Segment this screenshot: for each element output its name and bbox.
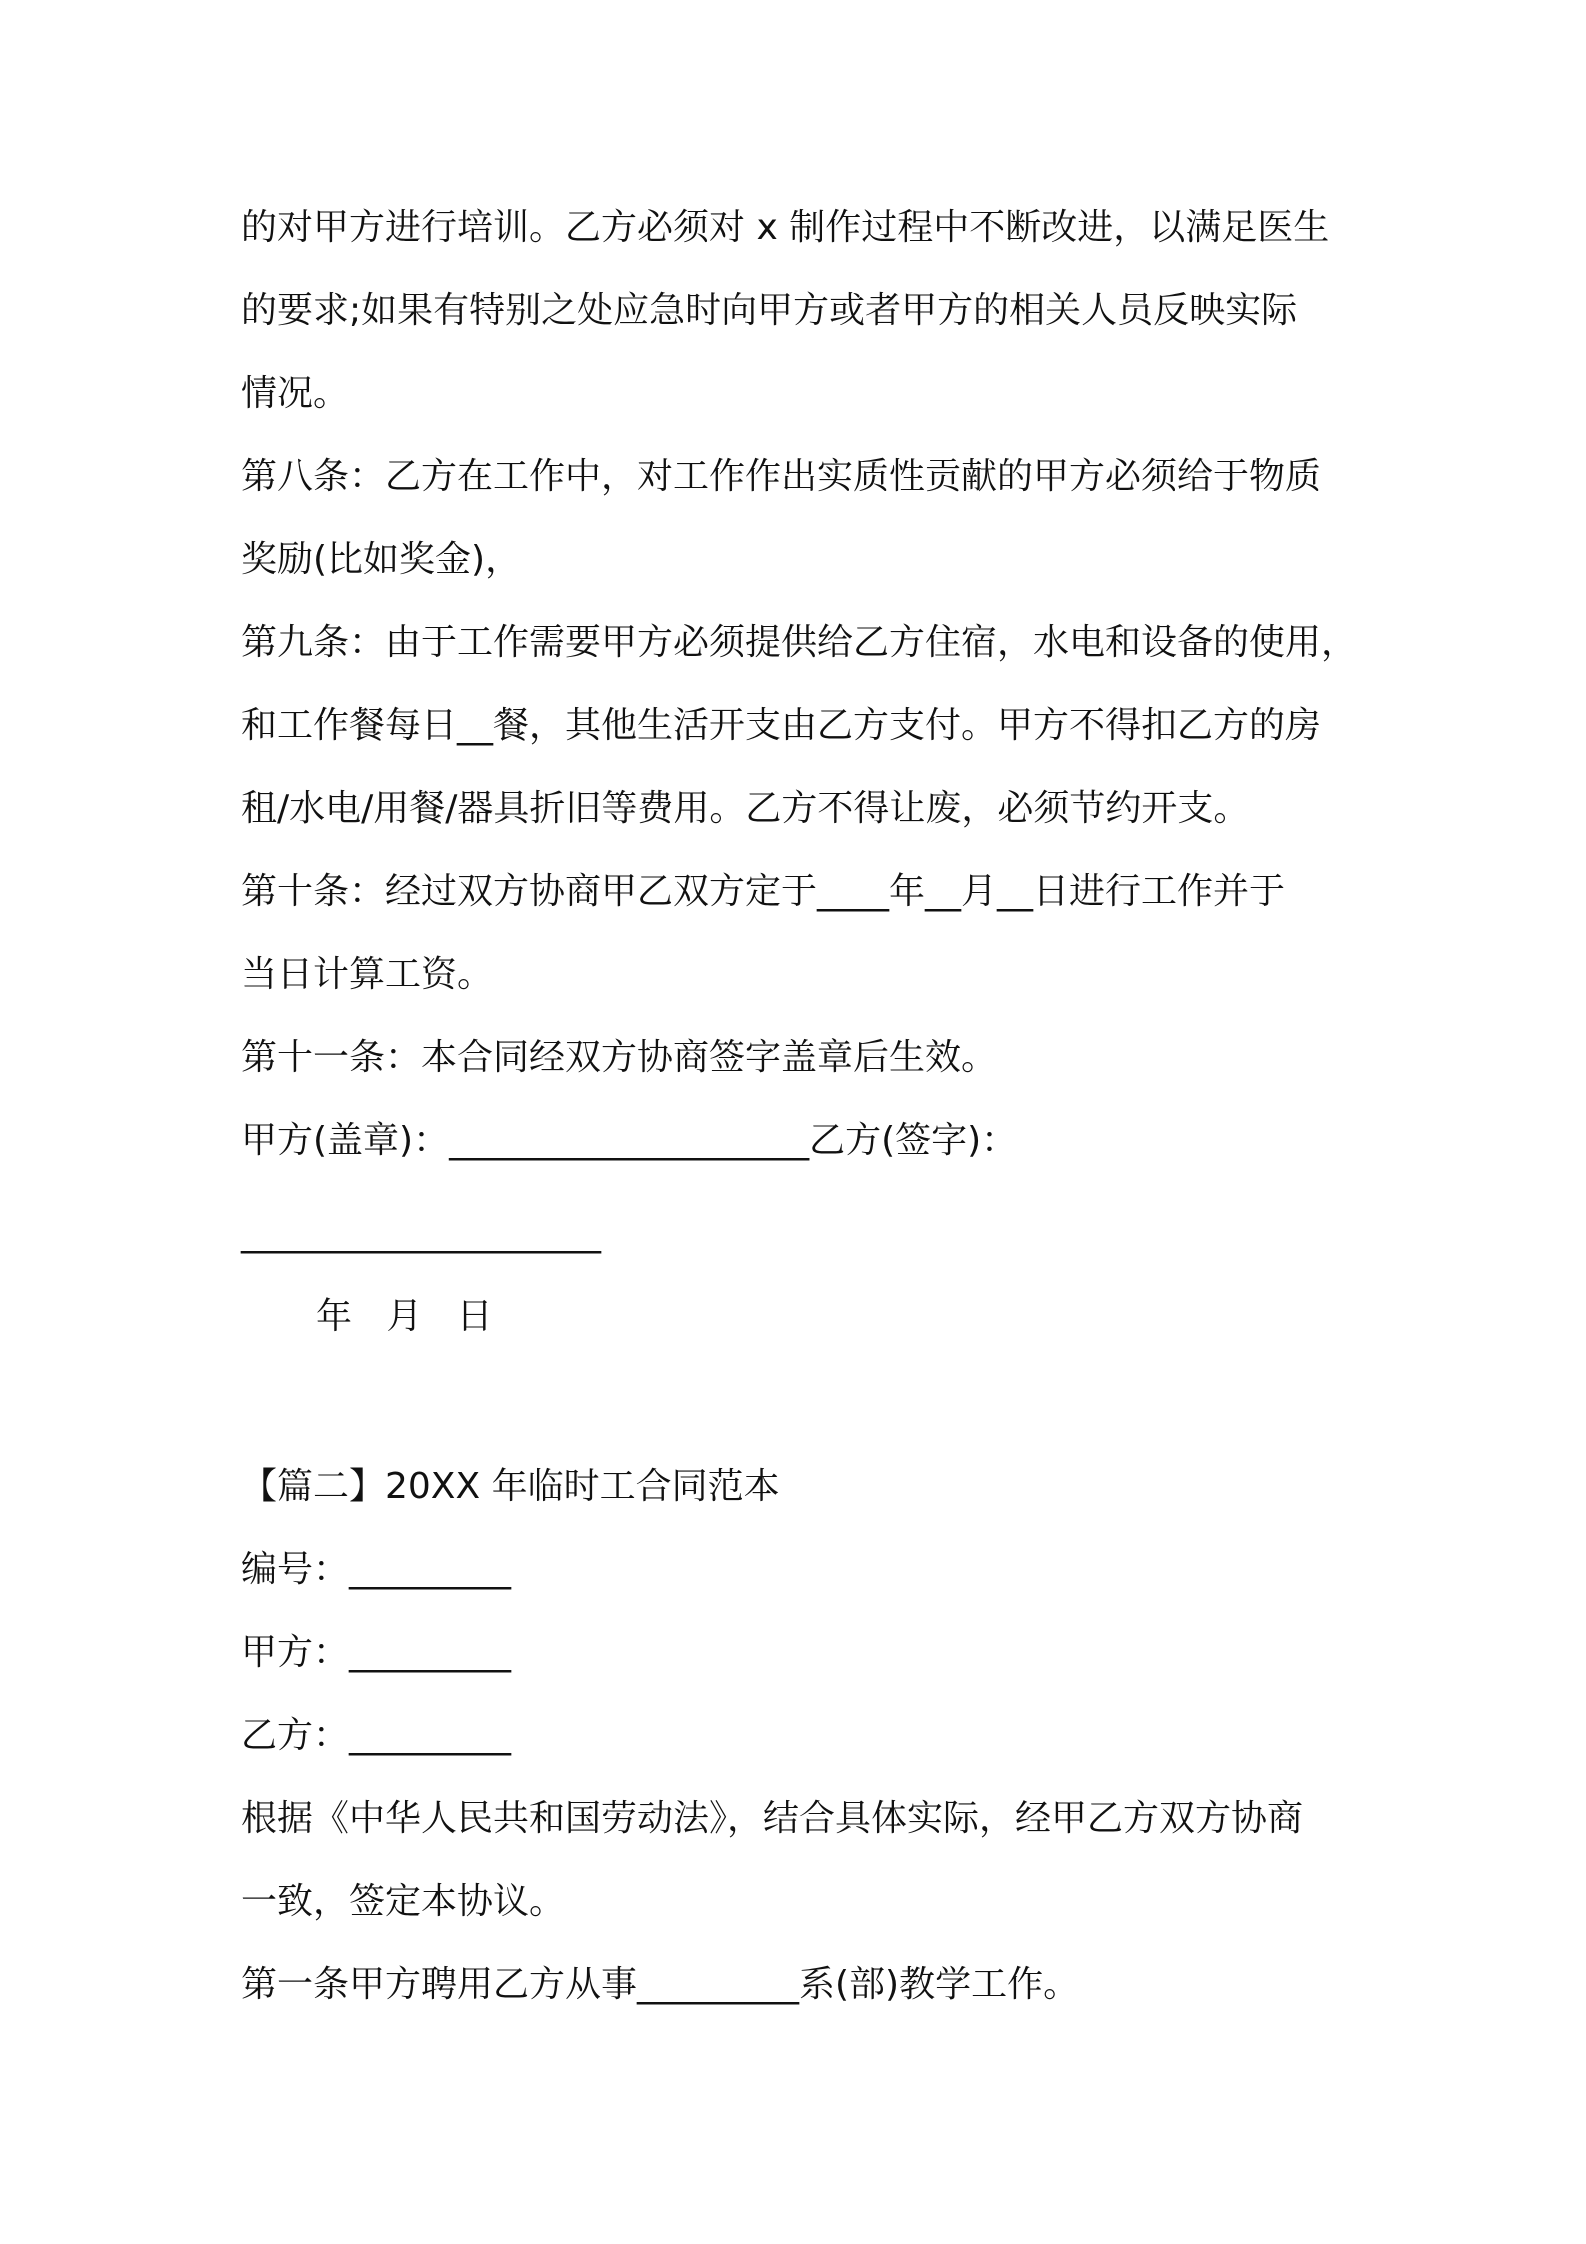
number-field-line: 编号：_________ — [241, 1549, 512, 1590]
paragraph-line: 的对甲方进行培训。乙方必须对 x 制作过程中不断改进，以满足医生 — [241, 207, 1330, 248]
paragraph-line: 的要求;如果有特别之处应急时向甲方或者甲方的相关人员反映实际 — [241, 290, 1298, 331]
party-a-field-line: 甲方：_________ — [241, 1632, 512, 1673]
paragraph-line: 租/水电/用餐/器具折旧等费用。乙方不得让废，必须节约开支。 — [241, 788, 1250, 829]
signature-blank: ____________________ — [241, 1213, 601, 1254]
article-8-line: 第八条：乙方在工作中，对工作作出实质性贡献的甲方必须给于物质 — [241, 456, 1322, 497]
paragraph-line: 和工作餐每日__餐，其他生活开支由乙方支付。甲方不得扣乙方的房 — [241, 705, 1322, 746]
paragraph-line: 根据《中华人民共和国劳动法》，结合具体实际，经甲乙方双方协商 — [241, 1798, 1304, 1839]
paragraph-line: 当日计算工资。 — [241, 954, 494, 995]
paragraph-line: 情况。 — [241, 373, 350, 414]
article-10-line: 第十条：经过双方协商甲乙双方定于____年__月__日进行工作并于 — [241, 871, 1286, 912]
party-b-field-line: 乙方：_________ — [241, 1715, 512, 1756]
paragraph-line: 奖励(比如奖金)， — [241, 539, 522, 580]
article-11-line: 第十一条：本合同经双方协商签字盖章后生效。 — [241, 1037, 998, 1078]
date-line: 年 月 日 — [316, 1296, 493, 1337]
signature-line: 甲方(盖章)：____________________乙方(签字)： — [241, 1120, 1018, 1161]
article-1-line: 第一条甲方聘用乙方从事_________系(部)教学工作。 — [241, 1964, 1080, 2005]
paragraph-line: 一致，签定本协议。 — [241, 1881, 566, 1922]
article-9-line: 第九条：由于工作需要甲方必须提供给乙方住宿，水电和设备的使用， — [241, 622, 1358, 663]
section-heading: 【篇二】20XX 年临时工合同范本 — [241, 1466, 780, 1507]
